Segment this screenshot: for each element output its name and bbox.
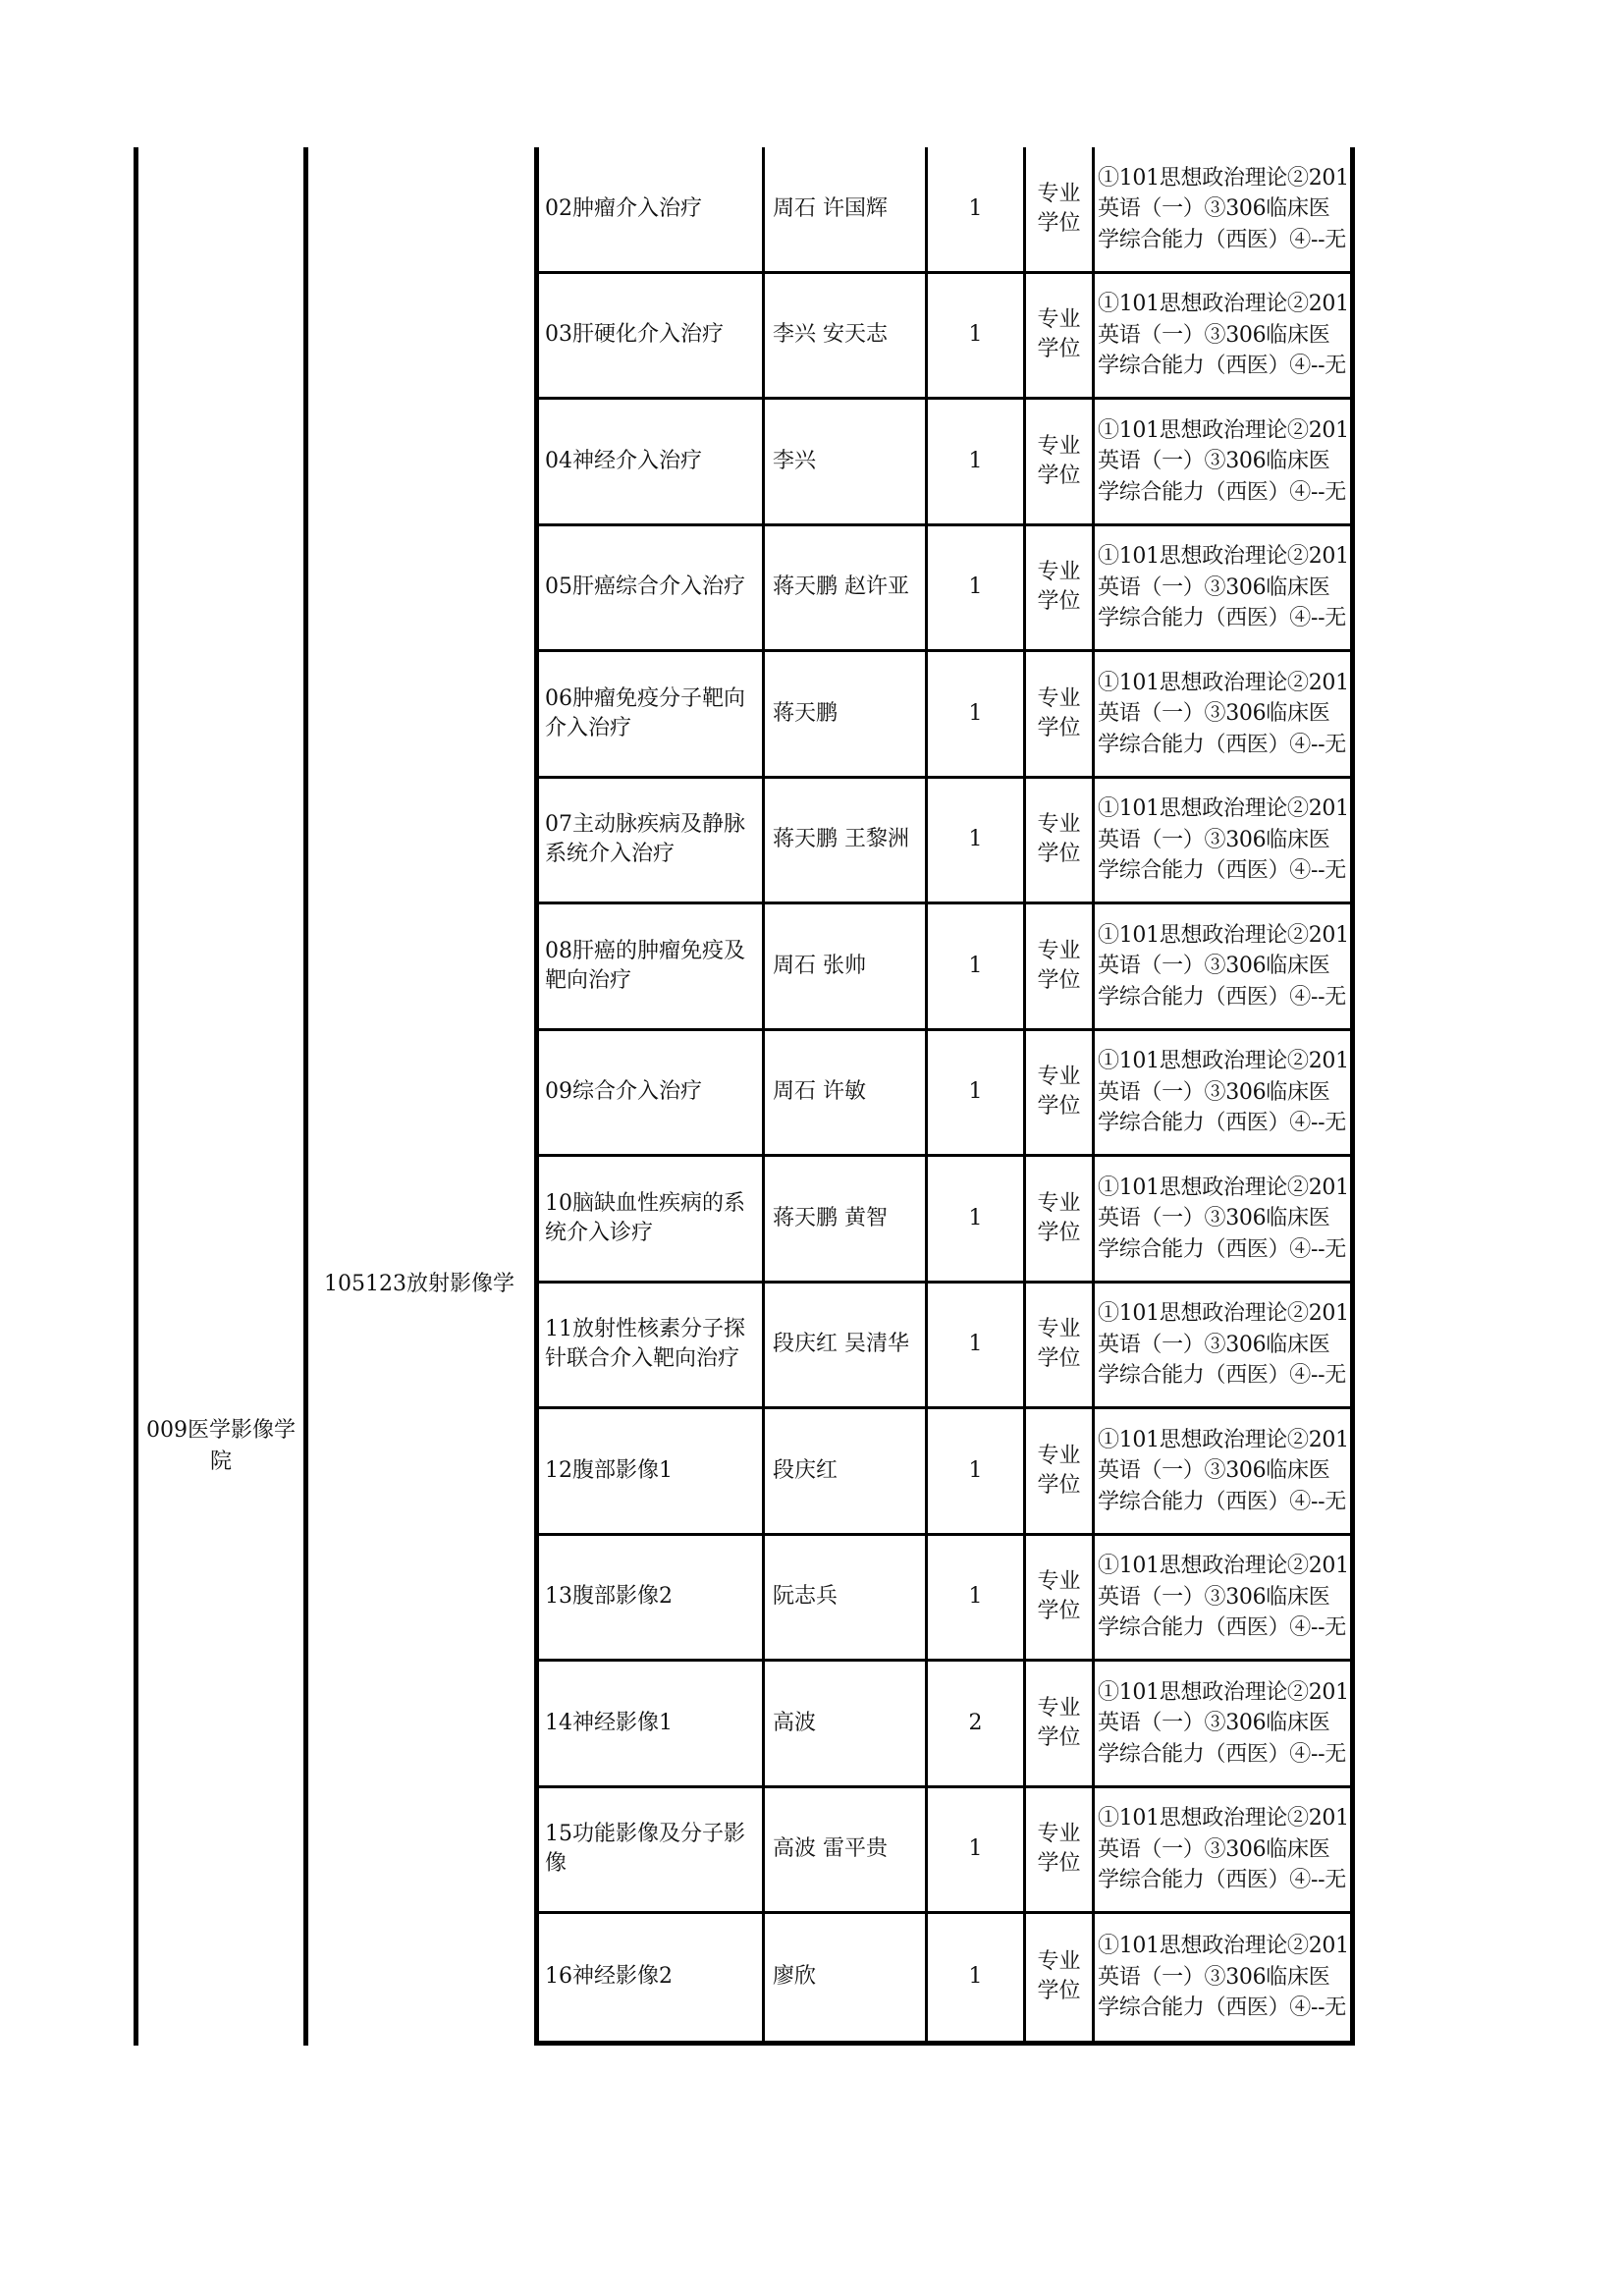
degree-type-cell bbox=[1026, 904, 1095, 1028]
table-row bbox=[539, 904, 1350, 1031]
supervisor-names-cell bbox=[765, 1157, 928, 1281]
research-direction: 12腹部影像1 bbox=[545, 1457, 673, 1483]
supervisor-names-cell bbox=[765, 147, 928, 271]
degree-type-cell bbox=[1026, 1536, 1095, 1660]
exam-subjects: ①101思想政治理论②201英语（一）③306临床医学综合能力（西医）④--无 bbox=[1098, 1934, 1349, 2020]
supervisor-names: 周石 张帅 bbox=[773, 953, 866, 978]
degree-type: 专业学位 bbox=[1037, 1065, 1081, 1120]
supervisor-names-cell bbox=[765, 1536, 928, 1660]
degree-type-cell bbox=[1026, 1031, 1095, 1155]
degree-type: 专业学位 bbox=[1037, 1443, 1081, 1498]
research-direction-cell bbox=[539, 526, 765, 650]
supervisor-names: 段庆红 bbox=[773, 1457, 839, 1483]
research-direction: 16神经影像2 bbox=[545, 1964, 673, 1990]
enrollment-count-cell bbox=[928, 1031, 1026, 1155]
table-row bbox=[539, 1914, 1350, 2041]
major-name: 105123放射影像学 bbox=[324, 1272, 514, 1296]
major-column bbox=[308, 147, 534, 2046]
research-direction: 13腹部影像2 bbox=[545, 1584, 673, 1610]
enrollment-count: 1 bbox=[968, 574, 983, 600]
supervisor-names: 蒋天鹏 黄智 bbox=[773, 1205, 888, 1230]
exam-subjects-cell bbox=[1095, 1914, 1350, 2041]
enrollment-count-cell bbox=[928, 1157, 1026, 1281]
table-row bbox=[539, 400, 1350, 526]
degree-type: 专业学位 bbox=[1037, 1822, 1081, 1877]
enrollment-count: 1 bbox=[968, 1584, 983, 1610]
supervisor-names: 段庆红 吴清华 bbox=[773, 1332, 909, 1357]
degree-type: 专业学位 bbox=[1037, 307, 1081, 362]
exam-subjects-cell bbox=[1095, 274, 1350, 398]
enrollment-count: 1 bbox=[968, 827, 983, 852]
degree-type: 专业学位 bbox=[1037, 560, 1081, 615]
enrollment-count: 2 bbox=[968, 1710, 983, 1735]
research-direction: 03肝硬化介入治疗 bbox=[545, 322, 724, 348]
exam-subjects: ①101思想政治理论②201英语（一）③306临床医学综合能力（西医）④--无 bbox=[1098, 292, 1349, 378]
degree-type-cell bbox=[1026, 1662, 1095, 1785]
degree-type-cell bbox=[1026, 526, 1095, 650]
supervisor-names-cell bbox=[765, 1788, 928, 1912]
research-direction: 14神经影像1 bbox=[545, 1710, 673, 1735]
degree-type: 专业学位 bbox=[1037, 433, 1081, 488]
table-row bbox=[539, 779, 1350, 905]
enrollment-count-cell bbox=[928, 779, 1026, 902]
research-direction-cell bbox=[539, 1157, 765, 1281]
exam-subjects: ①101思想政治理论②201英语（一）③306临床医学综合能力（西医）④--无 bbox=[1098, 165, 1349, 252]
table-row bbox=[539, 652, 1350, 779]
enrollment-count: 1 bbox=[968, 953, 983, 978]
exam-subjects: ①101思想政治理论②201英语（一）③306临床医学综合能力（西医）④--无 bbox=[1098, 670, 1349, 757]
admissions-table bbox=[134, 147, 1355, 2046]
degree-type: 专业学位 bbox=[1037, 1695, 1081, 1750]
exam-subjects-cell bbox=[1095, 652, 1350, 776]
enrollment-count-cell bbox=[928, 652, 1026, 776]
supervisor-names-cell bbox=[765, 274, 928, 398]
exam-subjects-cell bbox=[1095, 1284, 1350, 1407]
research-direction: 11放射性核素分子探针联合介入靶向治疗 bbox=[545, 1317, 745, 1372]
supervisor-names-cell bbox=[765, 652, 928, 776]
enrollment-count-cell bbox=[928, 274, 1026, 398]
exam-subjects: ①101思想政治理论②201英语（一）③306临床医学综合能力（西医）④--无 bbox=[1098, 1806, 1349, 1892]
enrollment-count: 1 bbox=[968, 1836, 983, 1862]
research-direction: 09综合介入治疗 bbox=[545, 1079, 702, 1105]
supervisor-names: 蒋天鹏 赵许亚 bbox=[773, 574, 909, 600]
degree-type: 专业学位 bbox=[1037, 1190, 1081, 1245]
degree-type: 专业学位 bbox=[1037, 685, 1081, 740]
research-direction-cell bbox=[539, 652, 765, 776]
supervisor-names-cell bbox=[765, 1662, 928, 1785]
research-direction: 06肿瘤免疫分子靶向介入治疗 bbox=[545, 685, 745, 740]
research-direction: 15功能影像及分子影像 bbox=[545, 1822, 745, 1877]
exam-subjects: ①101思想政治理论②201英语（一）③306临床医学综合能力（西医）④--无 bbox=[1098, 417, 1349, 505]
degree-type: 专业学位 bbox=[1037, 1569, 1081, 1624]
table-row bbox=[539, 147, 1350, 274]
research-direction-cell bbox=[539, 400, 765, 523]
table-row bbox=[539, 1409, 1350, 1536]
degree-type-cell bbox=[1026, 1157, 1095, 1281]
research-direction-cell bbox=[539, 779, 765, 902]
research-direction: 02肿瘤介入治疗 bbox=[545, 195, 702, 221]
research-direction-cell bbox=[539, 274, 765, 398]
exam-subjects-cell bbox=[1095, 1157, 1350, 1281]
enrollment-count: 1 bbox=[968, 1457, 983, 1483]
exam-subjects: ①101思想政治理论②201英语（一）③306临床医学综合能力（西医）④--无 bbox=[1098, 1301, 1349, 1388]
degree-type-cell bbox=[1026, 1409, 1095, 1533]
supervisor-names-cell bbox=[765, 1031, 928, 1155]
table-row bbox=[539, 1536, 1350, 1663]
supervisor-names: 廖欣 bbox=[773, 1964, 817, 1990]
table-row bbox=[539, 1662, 1350, 1788]
research-direction-cell bbox=[539, 147, 765, 271]
exam-subjects: ①101思想政治理论②201英语（一）③306临床医学综合能力（西医）④--无 bbox=[1098, 1049, 1349, 1135]
enrollment-count: 1 bbox=[968, 700, 983, 726]
degree-type-cell bbox=[1026, 1284, 1095, 1407]
enrollment-count: 1 bbox=[968, 322, 983, 348]
enrollment-count: 1 bbox=[968, 195, 983, 221]
degree-type-cell bbox=[1026, 652, 1095, 776]
enrollment-count-cell bbox=[928, 526, 1026, 650]
research-direction-cell bbox=[539, 1662, 765, 1785]
enrollment-count-cell bbox=[928, 1788, 1026, 1912]
exam-subjects: ①101思想政治理论②201英语（一）③306临床医学综合能力（西医）④--无 bbox=[1098, 1554, 1349, 1640]
exam-subjects-cell bbox=[1095, 526, 1350, 650]
college-column bbox=[134, 147, 308, 2046]
exam-subjects: ①101思想政治理论②201英语（一）③306临床医学综合能力（西医）④--无 bbox=[1098, 1175, 1349, 1262]
direction-table bbox=[534, 147, 1355, 2046]
exam-subjects-cell bbox=[1095, 1662, 1350, 1785]
exam-subjects-cell bbox=[1095, 1409, 1350, 1533]
degree-type-cell bbox=[1026, 1788, 1095, 1912]
exam-subjects: ①101思想政治理论②201英语（一）③306临床医学综合能力（西医）④--无 bbox=[1098, 1427, 1349, 1514]
enrollment-count-cell bbox=[928, 1662, 1026, 1785]
enrollment-count: 1 bbox=[968, 1964, 983, 1990]
supervisor-names-cell bbox=[765, 1914, 928, 2041]
degree-type-cell bbox=[1026, 274, 1095, 398]
degree-type-cell bbox=[1026, 779, 1095, 902]
research-direction-cell bbox=[539, 1536, 765, 1660]
table-row bbox=[539, 1031, 1350, 1158]
enrollment-count-cell bbox=[928, 1914, 1026, 2041]
supervisor-names-cell bbox=[765, 904, 928, 1028]
supervisor-names-cell bbox=[765, 779, 928, 902]
degree-type: 专业学位 bbox=[1037, 1317, 1081, 1372]
supervisor-names: 阮志兵 bbox=[773, 1584, 839, 1610]
exam-subjects-cell bbox=[1095, 147, 1350, 271]
enrollment-count-cell bbox=[928, 400, 1026, 523]
enrollment-count-cell bbox=[928, 1409, 1026, 1533]
exam-subjects-cell bbox=[1095, 1536, 1350, 1660]
degree-type: 专业学位 bbox=[1037, 181, 1081, 236]
degree-type: 专业学位 bbox=[1037, 1949, 1081, 2004]
degree-type: 专业学位 bbox=[1037, 938, 1081, 993]
research-direction: 04神经介入治疗 bbox=[545, 448, 702, 473]
exam-subjects: ①101思想政治理论②201英语（一）③306临床医学综合能力（西医）④--无 bbox=[1098, 922, 1349, 1010]
supervisor-names: 周石 许国辉 bbox=[773, 195, 888, 221]
research-direction-cell bbox=[539, 1788, 765, 1912]
exam-subjects: ①101思想政治理论②201英语（一）③306临床医学综合能力（西医）④--无 bbox=[1098, 1679, 1349, 1767]
supervisor-names-cell bbox=[765, 1284, 928, 1407]
exam-subjects-cell bbox=[1095, 779, 1350, 902]
enrollment-count-cell bbox=[928, 904, 1026, 1028]
supervisor-names: 李兴 bbox=[773, 448, 817, 473]
supervisor-names-cell bbox=[765, 400, 928, 523]
enrollment-count: 1 bbox=[968, 1332, 983, 1357]
research-direction: 08肝癌的肿瘤免疫及靶向治疗 bbox=[545, 938, 745, 993]
research-direction: 07主动脉疾病及静脉系统介入治疗 bbox=[545, 812, 745, 867]
research-direction: 05肝癌综合介入治疗 bbox=[545, 574, 745, 600]
research-direction-cell bbox=[539, 1031, 765, 1155]
college-name: 009医学影像学院 bbox=[146, 1418, 296, 1474]
research-direction-cell bbox=[539, 904, 765, 1028]
research-direction-cell bbox=[539, 1409, 765, 1533]
exam-subjects-cell bbox=[1095, 400, 1350, 523]
research-direction: 10脑缺血性疾病的系统介入诊疗 bbox=[545, 1190, 745, 1245]
degree-type: 专业学位 bbox=[1037, 812, 1081, 867]
supervisor-names-cell bbox=[765, 526, 928, 650]
research-direction-cell bbox=[539, 1284, 765, 1407]
table-row bbox=[539, 1788, 1350, 1915]
exam-subjects-cell bbox=[1095, 1031, 1350, 1155]
degree-type-cell bbox=[1026, 1914, 1095, 2041]
research-direction-cell bbox=[539, 1914, 765, 2041]
enrollment-count-cell bbox=[928, 1536, 1026, 1660]
supervisor-names: 高波 雷平贵 bbox=[773, 1836, 888, 1862]
supervisor-names: 蒋天鹏 bbox=[773, 700, 839, 726]
exam-subjects-cell bbox=[1095, 1788, 1350, 1912]
supervisor-names: 高波 bbox=[773, 1710, 817, 1735]
supervisor-names: 李兴 安天志 bbox=[773, 322, 888, 348]
table-row bbox=[539, 1157, 1350, 1284]
degree-type-cell bbox=[1026, 400, 1095, 523]
supervisor-names: 周石 许敏 bbox=[773, 1079, 866, 1105]
enrollment-count: 1 bbox=[968, 1205, 983, 1230]
enrollment-count-cell bbox=[928, 147, 1026, 271]
enrollment-count: 1 bbox=[968, 1079, 983, 1105]
supervisor-names: 蒋天鹏 王黎洲 bbox=[773, 827, 909, 852]
enrollment-count-cell bbox=[928, 1284, 1026, 1407]
supervisor-names-cell bbox=[765, 1409, 928, 1533]
exam-subjects-cell bbox=[1095, 904, 1350, 1028]
table-row bbox=[539, 274, 1350, 401]
table-row bbox=[539, 526, 1350, 653]
exam-subjects: ①101思想政治理论②201英语（一）③306临床医学综合能力（西医）④--无 bbox=[1098, 544, 1349, 630]
exam-subjects: ①101思想政治理论②201英语（一）③306临床医学综合能力（西医）④--无 bbox=[1098, 796, 1349, 883]
degree-type-cell bbox=[1026, 147, 1095, 271]
table-row bbox=[539, 1284, 1350, 1410]
enrollment-count: 1 bbox=[968, 448, 983, 473]
